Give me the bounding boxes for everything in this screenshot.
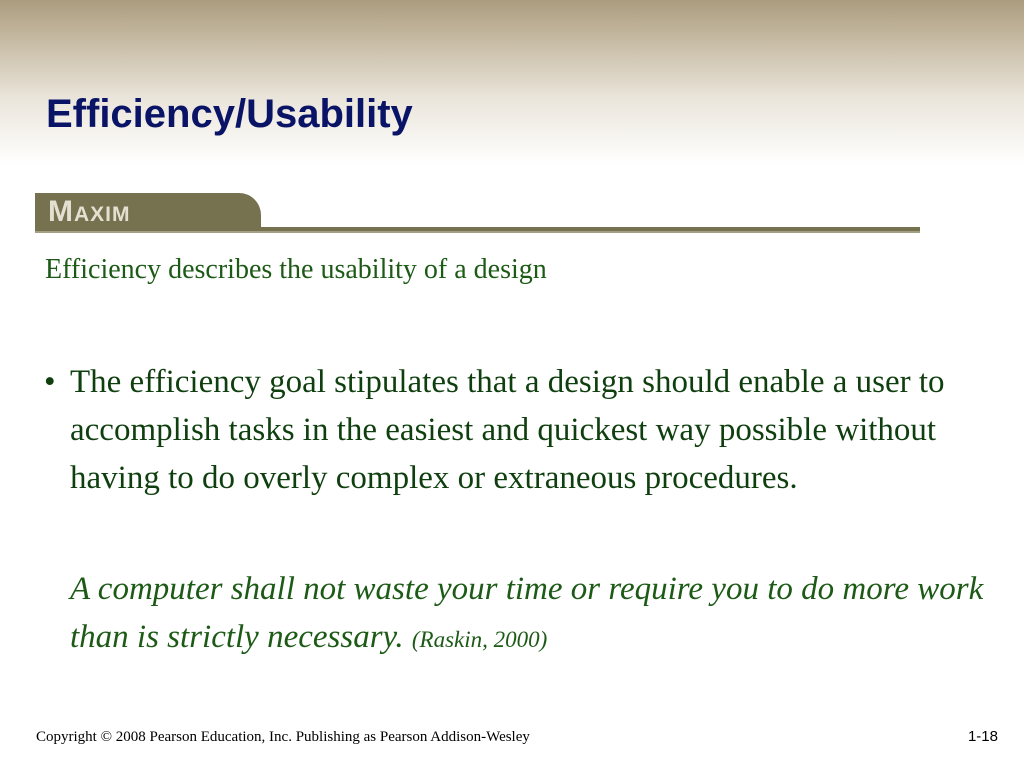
- quote-text: A computer shall not waste your time or require you to do more work than is strictly necessary.: [70, 571, 984, 655]
- slide-number: 1-18: [967, 728, 998, 745]
- slide-title: Efficiency/Usability: [46, 92, 413, 136]
- bullet-icon: •: [44, 364, 56, 400]
- quote-citation: (Raskin, 2000): [411, 627, 548, 652]
- maxim-rule: [35, 227, 920, 233]
- quote: [70, 565, 1005, 664]
- maxim-statement: Efficiency describes the usability of a design: [45, 254, 547, 285]
- maxim-header-bar: [35, 193, 920, 236]
- footer-copyright: Copyright © 2008 Pearson Education, Inc. Publishing as Pearson Addison-Wesley: [36, 729, 530, 745]
- bullet-text: The efficiency goal stipulates that a design should enable a user to accomplish tasks in the easiest and quickest way possible without having to do overly complex or extraneous procedures.: [70, 364, 945, 496]
- maxim-label: Maxim: [48, 195, 131, 228]
- bullet-item: [44, 358, 999, 502]
